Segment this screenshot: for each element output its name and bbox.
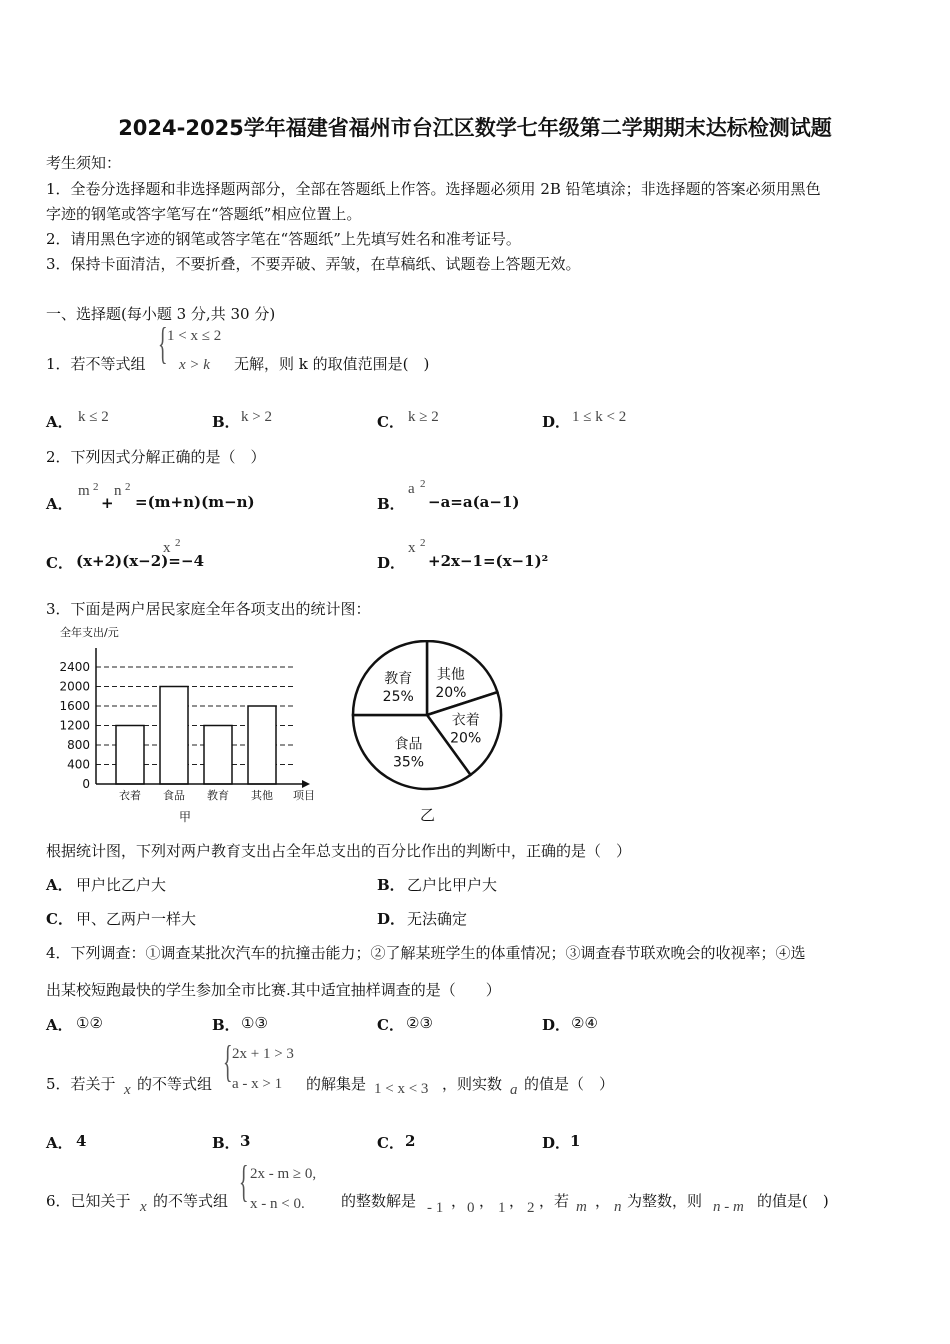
q4-line-1: 4．下列调查：①调查某批次汽车的抗撞击能力；②了解某班学生的体重情况；③调查春节联欢晚会的收视率；④选 xyxy=(46,944,806,962)
q5-var-x: x xyxy=(124,1082,131,1098)
q6-system-line2: x - n < 0. xyxy=(250,1196,305,1212)
page-title: 2024-2025学年福建省福州市台江区数学七年级第二学期期末达标检测试题 xyxy=(118,116,832,140)
q5-option-d-label[interactable]: D． xyxy=(542,1134,571,1152)
q1-brace: { xyxy=(158,319,168,368)
q1-stem: 1．若不等式组 xyxy=(46,355,146,373)
pie-slice-percent: 25% xyxy=(382,689,414,706)
pie-chart-title: 乙 xyxy=(420,806,436,824)
q2-c-x: x xyxy=(163,540,171,556)
q2-option-b[interactable]: −a=a(a−1) xyxy=(428,493,520,511)
q3-option-b-label[interactable]: B． xyxy=(377,876,405,894)
q1-option-a[interactable]: k ≤ 2 xyxy=(78,409,109,425)
q5-var-a: a xyxy=(510,1082,518,1098)
q2-c-prefix: (x+2)(x−2)= xyxy=(76,552,181,570)
notice-line-3: 3．保持卡面清洁，不要折叠，不要弄破、弄皱，在草稿纸、试题卷上答题无效。 xyxy=(46,255,581,273)
bar-ytick-label: 0 xyxy=(82,777,90,791)
pie-slice-name: 食品 xyxy=(394,736,423,753)
notice-line-2: 2．请用黑色字迹的钢笔或答字笔在“答题纸”上先填写姓名和准考证号。 xyxy=(46,230,521,248)
q5-brace: { xyxy=(223,1037,233,1086)
q5-post: ，则实数 xyxy=(442,1075,503,1093)
q6-mid: 的不等式组 xyxy=(153,1192,229,1210)
pie-slice-percent: 20% xyxy=(435,685,467,702)
q6-expr: n - m xyxy=(713,1199,744,1215)
bar-ytick-label: 2400 xyxy=(59,660,90,674)
q3-option-a[interactable]: 甲户比乙户大 xyxy=(76,876,167,894)
q3-option-c[interactable]: 甲、乙两户一样大 xyxy=(76,910,197,928)
q1-option-d-label[interactable]: D． xyxy=(542,413,571,431)
pie-slice-name: 教育 xyxy=(384,671,413,688)
q6-tail: 的值是( ) xyxy=(757,1192,829,1210)
bar-ytick-label: 400 xyxy=(67,757,90,772)
q6-pre: 6．已知关于 xyxy=(46,1192,131,1210)
q2-a-plus: + xyxy=(101,494,114,512)
bar-ytick-label: 2000 xyxy=(59,679,90,694)
q3-option-c-label[interactable]: C． xyxy=(46,910,73,928)
q6-comma-2: ， xyxy=(479,1192,495,1210)
q2-option-c[interactable]: −4 xyxy=(181,552,205,570)
q2-a-exp2: 2 xyxy=(125,481,131,493)
q1-option-b-label[interactable]: B． xyxy=(212,413,240,431)
q5-system-line1: 2x + 1 > 3 xyxy=(232,1046,294,1062)
q2-stem: 2．下列因式分解正确的是（ ） xyxy=(46,448,266,466)
bar xyxy=(248,706,276,784)
q2-a-exp1: 2 xyxy=(93,481,99,493)
q3-option-d[interactable]: 无法确定 xyxy=(407,910,468,928)
pie-chart-yi xyxy=(345,640,515,830)
pie-slice-percent: 20% xyxy=(450,730,482,747)
q2-b-a: a xyxy=(408,481,415,497)
q4-option-c[interactable]: ②③ xyxy=(406,1014,433,1032)
q2-d-x: x xyxy=(408,540,416,556)
q6-brace: { xyxy=(239,1157,249,1206)
q4-option-b[interactable]: ①③ xyxy=(241,1014,268,1032)
q6-var-m: m xyxy=(576,1199,587,1215)
q6-system-line1: 2x - m ≥ 0, xyxy=(250,1166,317,1182)
q5-pre: 5．若关于 xyxy=(46,1075,116,1093)
q5-sol-pre: 的解集是 xyxy=(306,1075,367,1093)
q5-option-a-label[interactable]: A． xyxy=(46,1134,73,1152)
q6-var-x: x xyxy=(140,1199,147,1215)
bar-chart-ylabel: 全年支出/元 xyxy=(60,626,119,639)
bar-chart-jia xyxy=(46,620,336,830)
q5-option-c-label[interactable]: C． xyxy=(377,1134,404,1152)
q3-option-b[interactable]: 乙户比甲户大 xyxy=(407,876,498,894)
q6-comma-3: ， xyxy=(509,1192,525,1210)
notice-heading: 考生须知： xyxy=(46,154,122,172)
q5-system-line2: a - x > 1 xyxy=(232,1076,283,1092)
q5-option-d[interactable]: 1 xyxy=(570,1132,581,1150)
q1-option-b[interactable]: k > 2 xyxy=(241,409,272,425)
q3-option-d-label[interactable]: D． xyxy=(377,910,406,928)
q4-option-a-label[interactable]: A． xyxy=(46,1016,73,1034)
q5-option-b[interactable]: 3 xyxy=(240,1132,251,1150)
q6-val-1: - 1 xyxy=(427,1200,444,1216)
q6-comma-1: ， xyxy=(451,1192,467,1210)
q2-a-n: n xyxy=(114,483,122,499)
q5-solution: 1 < x < 3 xyxy=(374,1081,429,1097)
q1-option-c[interactable]: k ≥ 2 xyxy=(408,409,439,425)
bar-category-label: 衣着 xyxy=(119,789,141,802)
bar xyxy=(204,726,232,785)
q4-line-2: 出某校短跑最快的学生参加全市比赛.其中适宜抽样调查的是（ ） xyxy=(46,981,501,999)
bar-ytick-label: 1600 xyxy=(59,699,90,713)
q6-comma-5: ， xyxy=(595,1192,611,1210)
q6-var-n: n xyxy=(614,1199,622,1215)
bar-category-label: 教育 xyxy=(207,789,229,802)
q6-sol-pre: 的整数解是 xyxy=(341,1192,417,1210)
q2-option-a-label[interactable]: A． xyxy=(46,495,73,513)
q6-val-3: 1 xyxy=(498,1200,506,1216)
bar-category-label: 其他 xyxy=(251,789,273,802)
q5-option-c[interactable]: 2 xyxy=(405,1132,416,1150)
q6-comma-4: ，若 xyxy=(539,1192,570,1210)
q2-option-c-label[interactable]: C． xyxy=(46,554,73,572)
q5-mid: 的不等式组 xyxy=(137,1075,213,1093)
bar-chart-title: 甲 xyxy=(179,810,192,824)
q6-val-2: 0 xyxy=(467,1200,475,1216)
bar-category-label: 食品 xyxy=(163,789,185,802)
q2-a-m: m xyxy=(78,483,90,499)
q1-option-a-label[interactable]: A． xyxy=(46,413,73,431)
q4-option-d[interactable]: ②④ xyxy=(571,1014,598,1032)
q3-option-a-label[interactable]: A． xyxy=(46,876,73,894)
pie-slice-percent: 35% xyxy=(392,754,425,771)
bar-ytick-label: 1200 xyxy=(59,718,90,733)
notice-line-1b: 字迹的钢笔或答字笔写在“答题纸”相应位置上。 xyxy=(46,205,362,223)
bar-chart-xlabel: 项目 xyxy=(293,789,315,802)
q2-d-exp: 2 xyxy=(420,537,426,549)
q2-option-b-label[interactable]: B． xyxy=(377,495,405,513)
notice-line-1a: 1．全卷分选择题和非选择题两部分，全部在答题纸上作答。选择题必须用 2B 铅笔填涂；非选择题的答案必须用黑色 xyxy=(46,180,821,198)
q1-option-c-label[interactable]: C． xyxy=(377,413,404,431)
q6-comma-6: 为整数，则 xyxy=(627,1192,703,1210)
q5-tail: 的值是（ ） xyxy=(524,1075,615,1093)
q1-option-d[interactable]: 1 ≤ k < 2 xyxy=(572,409,627,425)
q1-system-line2: x > k xyxy=(179,357,210,373)
q4-option-d-label[interactable]: D． xyxy=(542,1016,571,1034)
pie-slice-name: 其他 xyxy=(436,667,465,684)
bar xyxy=(116,726,144,785)
q4-option-b-label[interactable]: B． xyxy=(212,1016,240,1034)
q4-option-c-label[interactable]: C． xyxy=(377,1016,404,1034)
pie-slice-name: 衣着 xyxy=(451,712,480,729)
q2-c-exp: 2 xyxy=(175,537,181,549)
q1-tail: 无解，则 k 的取值范围是( ) xyxy=(234,355,430,373)
q6-val-4: 2 xyxy=(527,1200,535,1216)
q5-option-b-label[interactable]: B． xyxy=(212,1134,240,1152)
q3-question: 根据统计图，下列对两户教育支出占全年总支出的百分比作出的判断中，正确的是（ ） xyxy=(46,842,632,860)
q2-b-exp: 2 xyxy=(420,478,426,490)
q5-option-a[interactable]: 4 xyxy=(76,1132,87,1150)
section-heading: 一、选择题(每小题 3 分,共 30 分) xyxy=(46,305,276,323)
bar-chart-x-arrow xyxy=(302,780,310,788)
bar xyxy=(160,687,188,785)
bar-ytick-label: 800 xyxy=(67,738,90,752)
q2-option-a[interactable]: =(m+n)(m−n) xyxy=(135,493,255,511)
q1-system-line1: 1 < x ≤ 2 xyxy=(167,328,222,344)
q2-option-d-label[interactable]: D． xyxy=(377,554,406,572)
q3-stem: 3．下面是两户居民家庭全年各项支出的统计图： xyxy=(46,600,371,618)
q4-option-a[interactable]: ①② xyxy=(76,1014,103,1032)
q2-option-d[interactable]: +2x−1=(x−1)² xyxy=(428,552,549,570)
